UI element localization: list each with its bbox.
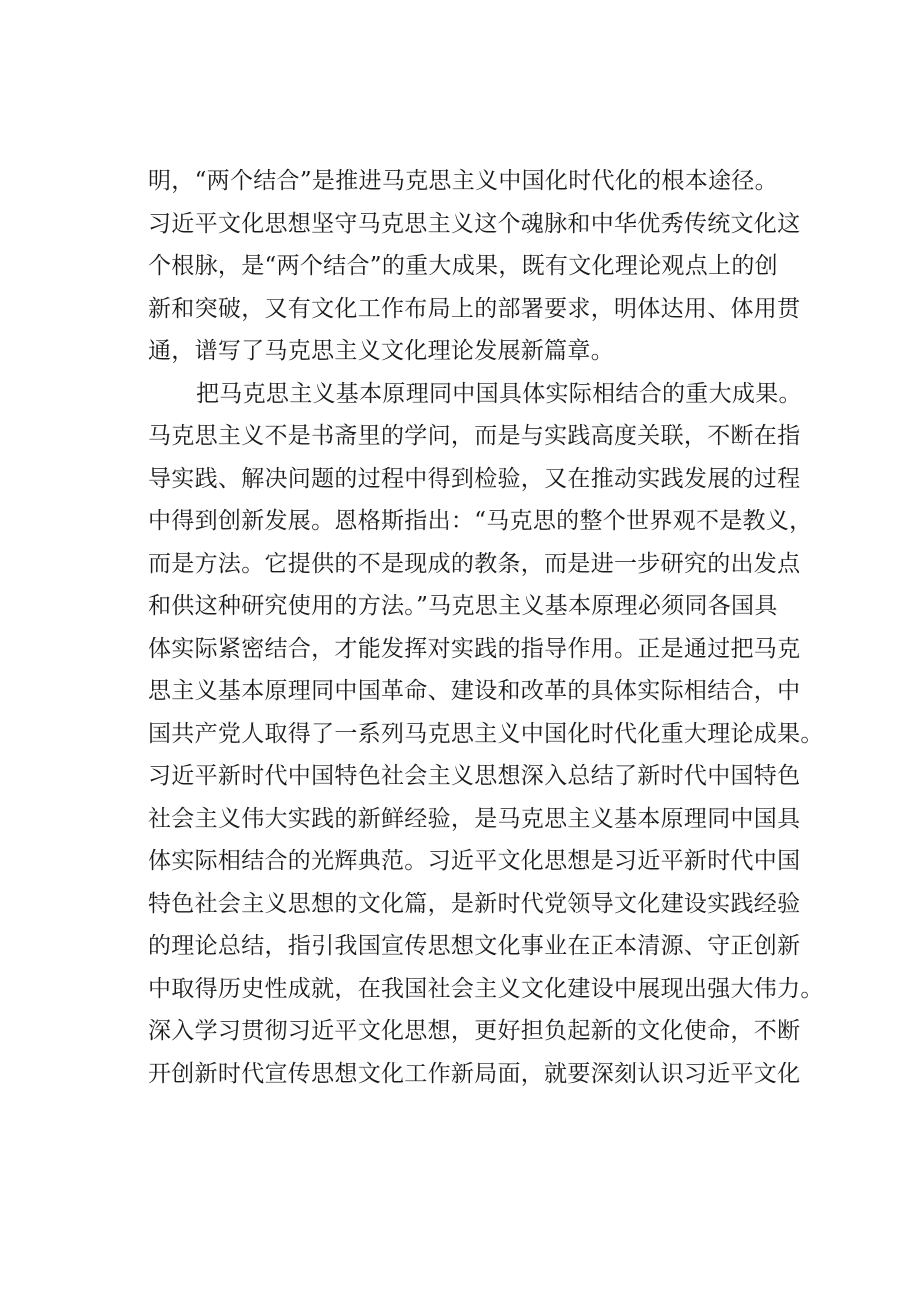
text-line: 和供这种研究使用的方法。”马克思主义基本原理必须同各国具 [148, 593, 778, 619]
paragraph-heading-line: 把马克思主义基本原理同中国具体实际相结合的重大成果。 [196, 380, 802, 407]
text-line: 而是方法。它提供的不是现成的教条，而是进一步研究的出发点 [148, 550, 801, 577]
text-line: 个根脉，是“两个结合”的重大成果，既有文化理论观点上的创 [148, 253, 778, 279]
text-line: 中得到创新发展。恩格斯指出：“马克思的整个世界观不是教义， [148, 508, 813, 534]
text-line: 社会主义伟大实践的新鲜经验，是马克思主义基本原理同中国具 [148, 805, 801, 832]
document-body [148, 160, 824, 1095]
text-line: 通，谱写了马克思主义文化理论发展新篇章。 [148, 338, 614, 364]
text-line: 中取得历史性成就，在我国社会主义文化建设中展现出强大伟力。 [148, 975, 824, 1002]
text-line: 开创新时代宣传思想文化工作新局面，就要深刻认识习近平文化 [148, 1060, 801, 1087]
text-line: 深入学习贯彻习近平文化思想，更好担负起新的文化使命，不断 [148, 1018, 801, 1044]
text-line: 体实际相结合的光辉典范。习近平文化思想是习近平新时代中国 [148, 848, 801, 874]
text-line: 马克思主义不是书斋里的学问，而是与实践高度关联，不断在指 [148, 423, 801, 449]
text-line: 习近平新时代中国特色社会主义思想深入总结了新时代中国特色 [148, 763, 801, 789]
text-line: 的理论总结，指引我国宣传思想文化事业在正本清源、守正创新 [148, 933, 801, 959]
text-line: 体实际紧密结合，才能发挥对实践的指导作用。正是通过把马克 [148, 635, 801, 662]
text-line: 导实践、解决问题的过程中得到检验，又在推动实践发展的过程 [148, 465, 801, 492]
text-line: 国共产党人取得了一系列马克思主义中国化时代化重大理论成果。 [148, 720, 824, 747]
text-line: 特色社会主义思想的文化篇，是新时代党领导文化建设实践经验 [148, 890, 801, 917]
text-line: 新和突破，又有文化工作布局上的部署要求，明体达用、体用贯 [148, 295, 801, 322]
text-line: 习近平文化思想坚守马克思主义这个魂脉和中华优秀传统文化这 [148, 210, 801, 237]
text-line: 明，“两个结合”是推进马克思主义中国化时代化的根本途径。 [148, 168, 778, 194]
text-line: 思主义基本原理同中国革命、建设和改革的具体实际相结合，中 [148, 678, 801, 704]
